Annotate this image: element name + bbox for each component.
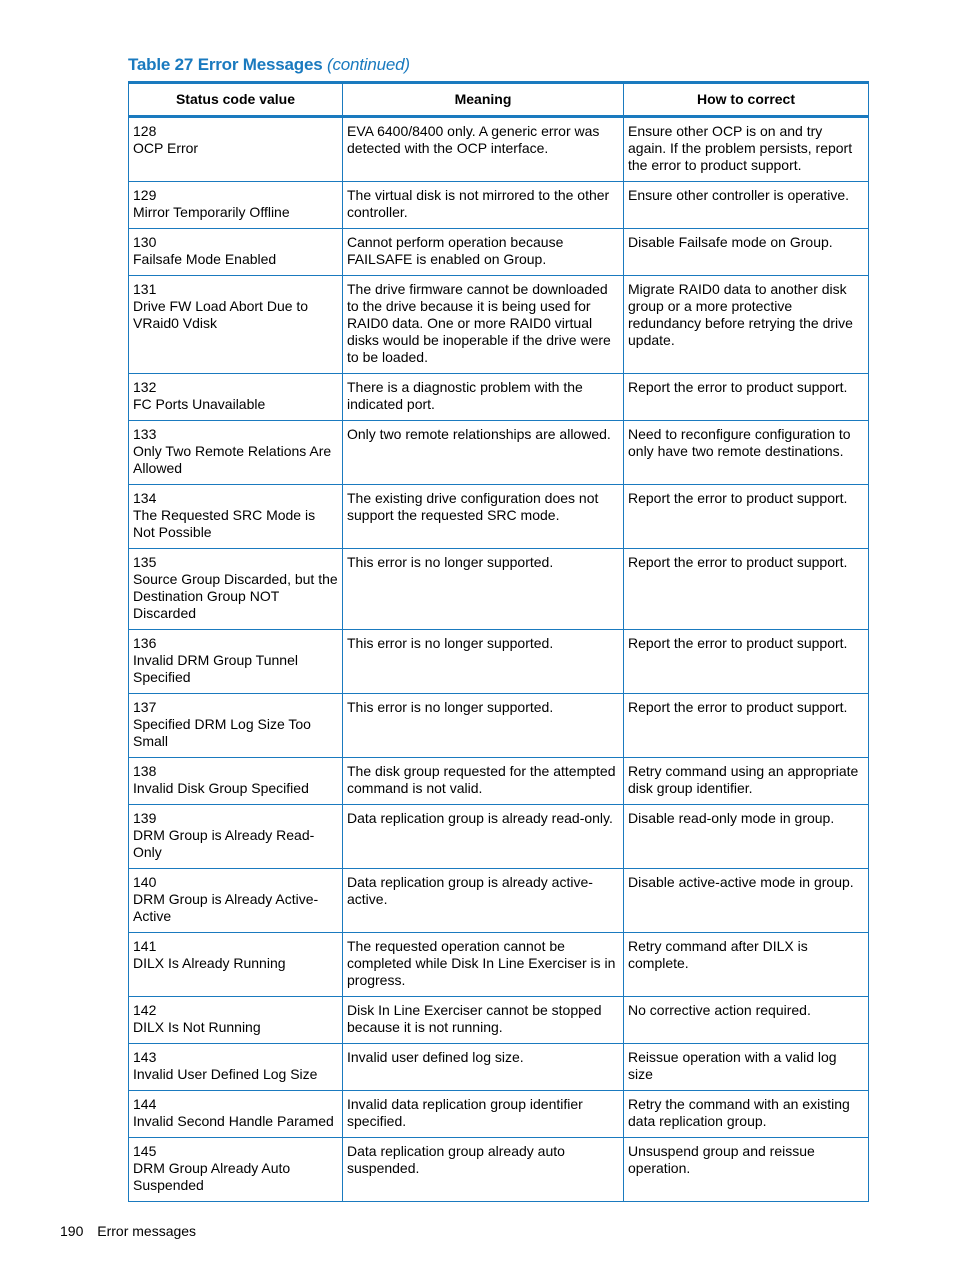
status-code-cell [129, 421, 343, 485]
status-code-name: DRM Group Already Auto Suspended [133, 1160, 291, 1193]
table-row [129, 758, 869, 805]
how-to-correct-cell: Report the error to product support. [624, 374, 869, 421]
status-code-name: DILX Is Already Running [133, 955, 286, 971]
table-header-row [129, 83, 869, 117]
meaning-cell: The drive firmware cannot be downloaded to the drive because it is being used for RAID0 data. One or more RAID0 virtual disks would be inoperable if the drive were to be loaded. [343, 276, 624, 374]
status-code-name: The Requested SRC Mode is Not Possible [133, 507, 316, 540]
status-code-cell [129, 869, 343, 933]
meaning-cell: The disk group requested for the attempted command is not valid. [343, 758, 624, 805]
table-row [129, 997, 869, 1044]
status-code-name: Only Two Remote Relations Are Allowed [133, 443, 332, 476]
status-code-name: Invalid DRM Group Tunnel Specified [133, 652, 298, 685]
status-code-value: 144 [133, 1096, 157, 1112]
table-row [129, 182, 869, 229]
status-code-value: 131 [133, 281, 157, 297]
meaning-cell: This error is no longer supported. [343, 630, 624, 694]
status-code-cell [129, 694, 343, 758]
meaning-cell: Invalid data replication group identifier specified. [343, 1091, 624, 1138]
meaning-cell: Data replication group already auto suspended. [343, 1138, 624, 1202]
status-code-cell [129, 1138, 343, 1202]
how-to-correct-cell: Report the error to product support. [624, 485, 869, 549]
column-header-how-to-correct: How to correct [624, 83, 869, 117]
table-row [129, 549, 869, 630]
status-code-cell [129, 549, 343, 630]
status-code-name: Failsafe Mode Enabled [133, 251, 277, 267]
how-to-correct-cell: Need to reconfigure configuration to only have two remote destinations. [624, 421, 869, 485]
status-code-value: 138 [133, 763, 157, 779]
status-code-name: OCP Error [133, 140, 199, 156]
status-code-cell [129, 630, 343, 694]
how-to-correct-cell: Retry the command with an existing data replication group. [624, 1091, 869, 1138]
status-code-value: 133 [133, 426, 157, 442]
status-code-value: 130 [133, 234, 157, 250]
table-body [129, 117, 869, 1202]
status-code-cell [129, 758, 343, 805]
meaning-cell: This error is no longer supported. [343, 549, 624, 630]
footer-section-title: Error messages [97, 1223, 197, 1239]
status-code-cell [129, 117, 343, 182]
status-code-name: Source Group Discarded, but the Destination Group NOT Discarded [133, 571, 338, 621]
status-code-cell [129, 933, 343, 997]
how-to-correct-cell: Retry command after DILX is complete. [624, 933, 869, 997]
table-caption-continued: (continued) [327, 55, 410, 74]
status-code-cell [129, 276, 343, 374]
how-to-correct-cell: Report the error to product support. [624, 694, 869, 758]
status-code-value: 142 [133, 1002, 157, 1018]
status-code-name: Invalid User Defined Log Size [133, 1066, 318, 1082]
meaning-cell: Cannot perform operation because FAILSAFE is enabled on Group. [343, 229, 624, 276]
page-footer [60, 1223, 196, 1239]
status-code-cell [129, 1091, 343, 1138]
status-code-value: 129 [133, 187, 157, 203]
table-row [129, 805, 869, 869]
status-code-value: 135 [133, 554, 157, 570]
page-number: 190 [60, 1223, 84, 1239]
table-caption [128, 55, 410, 75]
status-code-cell [129, 182, 343, 229]
status-code-cell [129, 1044, 343, 1091]
status-code-name: Invalid Second Handle Paramed [133, 1113, 334, 1129]
meaning-cell: There is a diagnostic problem with the indicated port. [343, 374, 624, 421]
status-code-name: FC Ports Unavailable [133, 396, 266, 412]
status-code-value: 128 [133, 123, 157, 139]
status-code-cell [129, 374, 343, 421]
how-to-correct-cell: Migrate RAID0 data to another disk group or a more protective redundancy before retrying the drive update. [624, 276, 869, 374]
table-row [129, 630, 869, 694]
meaning-cell: The existing drive configuration does not support the requested SRC mode. [343, 485, 624, 549]
error-messages-table [128, 81, 869, 1202]
table-row [129, 1044, 869, 1091]
status-code-value: 136 [133, 635, 157, 651]
meaning-cell: The requested operation cannot be completed while Disk In Line Exerciser is in progress. [343, 933, 624, 997]
table-row [129, 374, 869, 421]
table-row [129, 485, 869, 549]
meaning-cell: Only two remote relationships are allowed. [343, 421, 624, 485]
meaning-cell: Data replication group is already read-only. [343, 805, 624, 869]
column-header-meaning: Meaning [343, 83, 624, 117]
table-caption-label: Table 27 Error Messages [128, 55, 323, 74]
how-to-correct-cell: Ensure other OCP is on and try again. If the problem persists, report the error to product support. [624, 117, 869, 182]
how-to-correct-cell: Reissue operation with a valid log size [624, 1044, 869, 1091]
table-row [129, 869, 869, 933]
table-row [129, 229, 869, 276]
meaning-cell: The virtual disk is not mirrored to the other controller. [343, 182, 624, 229]
status-code-value: 140 [133, 874, 157, 890]
how-to-correct-cell: Disable active-active mode in group. [624, 869, 869, 933]
status-code-name: Invalid Disk Group Specified [133, 780, 309, 796]
how-to-correct-cell: Disable read-only mode in group. [624, 805, 869, 869]
status-code-value: 139 [133, 810, 157, 826]
status-code-name: DILX Is Not Running [133, 1019, 261, 1035]
status-code-value: 143 [133, 1049, 157, 1065]
status-code-value: 134 [133, 490, 157, 506]
status-code-cell [129, 229, 343, 276]
status-code-value: 145 [133, 1143, 157, 1159]
table-row [129, 694, 869, 758]
status-code-value: 132 [133, 379, 157, 395]
how-to-correct-cell: Unsuspend group and reissue operation. [624, 1138, 869, 1202]
status-code-value: 141 [133, 938, 157, 954]
meaning-cell: This error is no longer supported. [343, 694, 624, 758]
status-code-name: Mirror Temporarily Offline [133, 204, 290, 220]
how-to-correct-cell: Report the error to product support. [624, 630, 869, 694]
table-row [129, 117, 869, 182]
how-to-correct-cell: No corrective action required. [624, 997, 869, 1044]
how-to-correct-cell: Ensure other controller is operative. [624, 182, 869, 229]
status-code-cell [129, 997, 343, 1044]
status-code-value: 137 [133, 699, 157, 715]
status-code-cell [129, 485, 343, 549]
table-row [129, 933, 869, 997]
column-header-status-code: Status code value [129, 83, 343, 117]
meaning-cell: EVA 6400/8400 only. A generic error was detected with the OCP interface. [343, 117, 624, 182]
status-code-name: Specified DRM Log Size Too Small [133, 716, 311, 749]
status-code-name: DRM Group is Already Read-Only [133, 827, 315, 860]
status-code-name: Drive FW Load Abort Due to VRaid0 Vdisk [133, 298, 309, 331]
table-row [129, 276, 869, 374]
how-to-correct-cell: Report the error to product support. [624, 549, 869, 630]
meaning-cell: Invalid user defined log size. [343, 1044, 624, 1091]
meaning-cell: Disk In Line Exerciser cannot be stopped because it is not running. [343, 997, 624, 1044]
table-row [129, 1091, 869, 1138]
table-row [129, 421, 869, 485]
how-to-correct-cell: Disable Failsafe mode on Group. [624, 229, 869, 276]
status-code-cell [129, 805, 343, 869]
how-to-correct-cell: Retry command using an appropriate disk group identifier. [624, 758, 869, 805]
table-row [129, 1138, 869, 1202]
status-code-name: DRM Group is Already Active-Active [133, 891, 319, 924]
meaning-cell: Data replication group is already active-active. [343, 869, 624, 933]
